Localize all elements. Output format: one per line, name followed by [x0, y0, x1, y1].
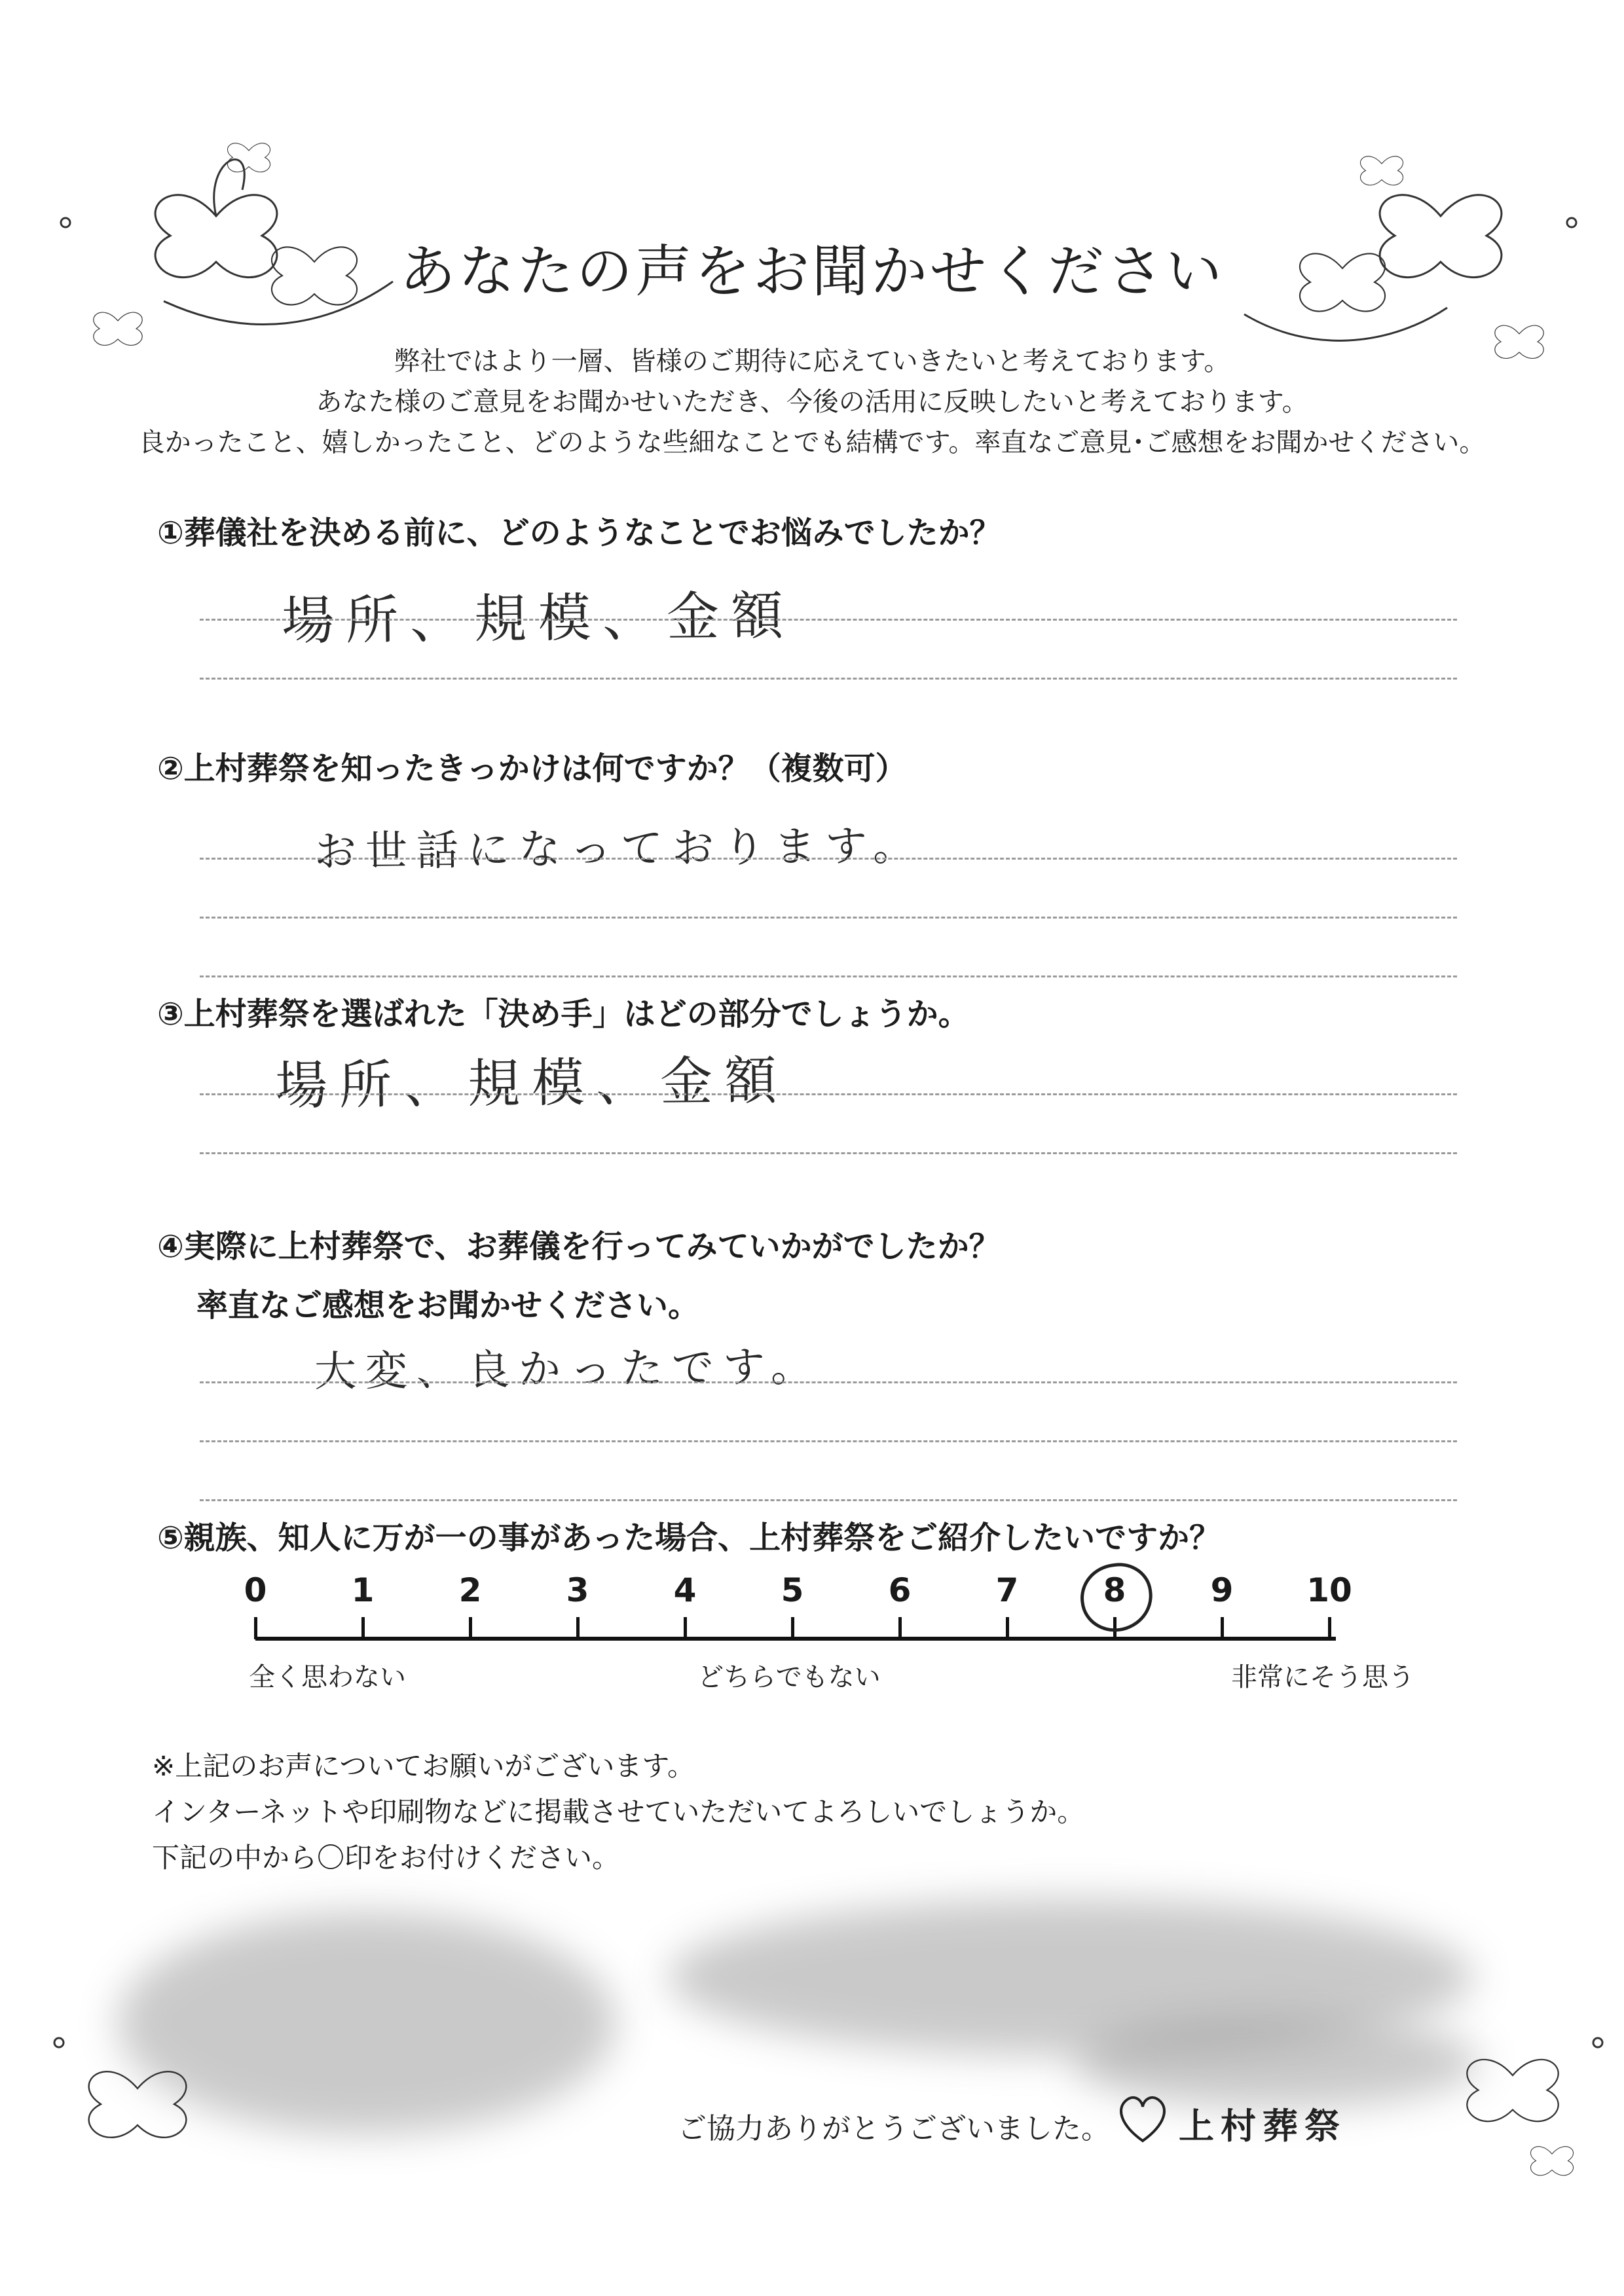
rating-scale-number-2: 2 — [458, 1571, 482, 1609]
rating-scale-tick — [254, 1617, 257, 1639]
clover-icon — [89, 2071, 187, 2138]
rating-scale-tick — [576, 1617, 580, 1639]
answer-2-handwritten: お世話になっております。 — [314, 822, 925, 877]
rating-scale-tick — [1006, 1617, 1009, 1639]
company-brand: 上村葬祭 — [1179, 2105, 1346, 2147]
rating-scale-number-5: 5 — [781, 1571, 804, 1609]
clover-icon — [227, 143, 270, 172]
rating-scale-number-6: 6 — [888, 1571, 912, 1609]
clover-decoration-bottom-left — [39, 2003, 275, 2200]
rating-scale-axis — [255, 1637, 1336, 1641]
scale-label-low: 全く思わない — [249, 1662, 406, 1692]
rating-scale-number-7: 7 — [995, 1571, 1019, 1609]
notice-line-1: ※上記のお声についてお願いがございます。 — [152, 1750, 695, 1782]
answer-line — [200, 917, 1457, 919]
rating-scale-tick — [898, 1617, 902, 1639]
rating-scale-number-8: 8 — [1103, 1571, 1126, 1609]
rating-scale-number-9: 9 — [1210, 1571, 1234, 1609]
answer-line — [200, 975, 1457, 977]
scale-label-high: 非常にそう思う — [1231, 1662, 1414, 1692]
rating-scale-number-1: 1 — [351, 1571, 375, 1609]
answer-line — [200, 619, 1457, 621]
scale-label-mid: どちらでもない — [697, 1662, 881, 1692]
rating-scale-tick — [1328, 1617, 1331, 1639]
answer-1-handwritten: 場所、規模、金額 — [281, 585, 796, 652]
page-title: あなたの声をお聞かせください — [399, 239, 1225, 304]
intro-line-2: あなた様のご意見をお聞かせいただき、今後の活用に反映したいと考えております。 — [316, 387, 1308, 417]
question-2: ②上村葬祭を知ったきっかけは何ですか？（複数可） — [157, 750, 907, 787]
question-1: ①葬儀社を決める前に、どのようなことでお悩みでしたか？ — [157, 515, 1001, 551]
notice-line-2: インターネットや印刷物などに掲載させていただいてよろしいでしょうか。 — [152, 1796, 1085, 1828]
answer-line — [200, 1381, 1457, 1383]
answer-line — [200, 1093, 1457, 1095]
answer-line — [200, 678, 1457, 680]
rating-scale-tick — [791, 1617, 794, 1639]
question-4-line-1: ④実際に上村葬祭で、お葬儀を行ってみていかがでしたか？ — [157, 1228, 1001, 1265]
answer-4-handwritten: 大変、良かったです。 — [314, 1342, 822, 1397]
clover-icon — [1360, 156, 1403, 185]
clover-icon — [1467, 2060, 1558, 2121]
answer-line — [200, 1152, 1457, 1154]
rating-scale-tick — [1221, 1617, 1224, 1639]
answer-line — [200, 858, 1457, 860]
question-5: ⑤親族、知人に万が一の事があった場合、上村葬祭をご紹介したいですか？ — [157, 1520, 1221, 1556]
answer-3-handwritten: 場所、規模、金額 — [274, 1049, 789, 1117]
question-3: ③上村葬祭を選ばれた「決め手」はどの部分でしょうか。 — [157, 996, 970, 1032]
rating-scale-tick — [684, 1617, 687, 1639]
answer-line — [200, 1440, 1457, 1442]
answer-line — [200, 1499, 1457, 1501]
footer-thanks: ご協力ありがとうございました。 — [678, 2112, 1110, 2145]
rating-scale-tick — [361, 1617, 365, 1639]
notice-line-3: 下記の中から〇印をお付けください。 — [152, 1842, 620, 1874]
clover-decoration-bottom-right — [1388, 2003, 1611, 2200]
rating-scale-number-4: 4 — [673, 1571, 697, 1609]
intro-line-1: 弊社ではより一層、皆様のご期待に応えていきたいと考えております。 — [394, 346, 1230, 376]
question-4-line-2: 率直なご感想をお聞かせください。 — [196, 1287, 700, 1324]
rating-scale-tick — [469, 1617, 472, 1639]
heart-logo-icon — [1113, 2088, 1172, 2147]
rating-scale-number-10: 10 — [1306, 1571, 1352, 1609]
rating-scale-number-0: 0 — [244, 1571, 267, 1609]
rating-scale-number-3: 3 — [566, 1571, 589, 1609]
intro-line-3: 良かったこと、嬉しかったこと、どのような些細なことでも結構です。率直なご意見･ご感想をお聞かせください。 — [138, 428, 1486, 458]
clover-icon — [1530, 2147, 1573, 2176]
rating-selected-circle — [1076, 1559, 1156, 1636]
